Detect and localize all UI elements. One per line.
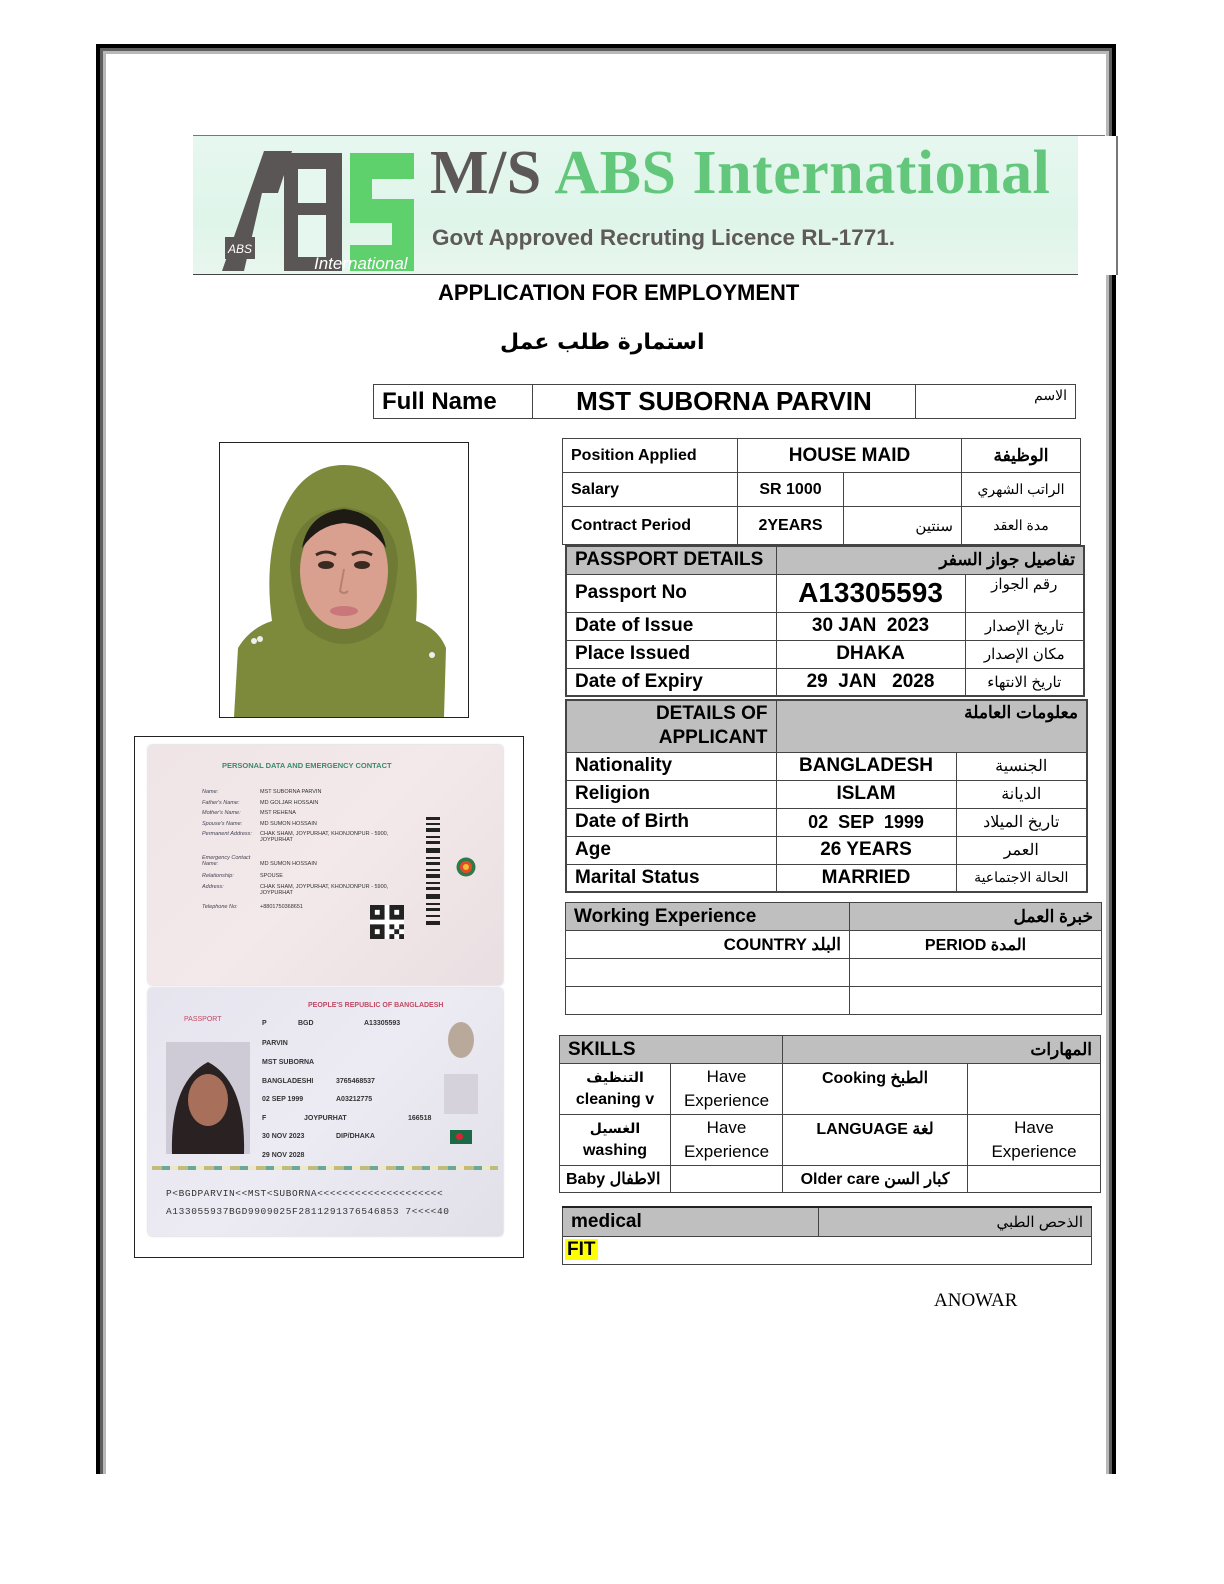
passport-personal-number: 3765468537 [336, 1078, 375, 1085]
skill-value-line-2: Experience [683, 1091, 770, 1110]
company-name-text: ABS International [554, 139, 1051, 207]
skill-washing-label: washing [582, 1142, 647, 1159]
skill-cleaning-arabic: التنظيف [586, 1070, 644, 1086]
qr-code-icon [370, 905, 404, 939]
applicant-details-table [565, 699, 1088, 893]
skills-heading-arabic: المهارات [783, 1036, 1101, 1064]
work-row [566, 987, 1102, 1015]
skill-value-line-1: Have [706, 1118, 747, 1137]
company-name [430, 139, 1051, 207]
skill-washing-value [671, 1115, 783, 1166]
marital-status-label: Marital Status [566, 864, 776, 892]
issue-date-label-arabic: تاريخ الإصدار [965, 612, 1084, 640]
banner-edge [1078, 136, 1118, 275]
licence-line: Govt Approved Recruting Licence RL-1771. [432, 225, 896, 250]
form-title: APPLICATION FOR EMPLOYMENT [438, 280, 800, 305]
passport-country-code: BGD [298, 1020, 314, 1027]
skill-cleaning [560, 1064, 671, 1115]
skill-value-line-1: Have [706, 1067, 747, 1086]
expiry-date-label: Date of Expiry [566, 668, 776, 696]
applicant-heading-line-2: APPLICANT [658, 727, 768, 749]
passport-data-fields [202, 789, 432, 914]
passport-no-label: Passport No [566, 574, 776, 612]
passport-field: Address: CHAK SHAM, JOYPURHAT, KHONJONPUR - 5900, JOYPURHAT [202, 883, 389, 896]
passport-field: Relationship: SPOUSE [202, 873, 283, 879]
passport-field: Spouse's Name: MD SUMON HOSSAIN [202, 820, 317, 827]
passport-type: P [262, 1020, 267, 1027]
passport-heading-row [566, 546, 1084, 574]
religion-value: ISLAM [776, 780, 956, 808]
age-value: 26 YEARS [776, 836, 956, 864]
working-experience-table [565, 902, 1102, 1015]
salary-value: SR 1000 [738, 473, 844, 507]
contract-label-arabic: مدة العقد [962, 507, 1081, 545]
passport-field: Permanent Address: CHAK SHAM, JOYPURHAT, KHONJONPUR - 5900, JOYPURHAT [202, 831, 389, 843]
work-heading-arabic: خبرة العمل [850, 903, 1102, 931]
passport-security-strip [152, 1166, 498, 1170]
passport-field: Mother's Name: MST REHENA [202, 810, 296, 816]
medical-heading-row [563, 1207, 1092, 1236]
passport-previous-number: A03212775 [336, 1096, 373, 1103]
nationality-label-arabic: الجنسية [956, 752, 1087, 780]
bangladesh-flag-icon [450, 1130, 472, 1144]
contract-label: Contract Period [563, 507, 738, 545]
passport-data-page-title: PERSONAL DATA AND EMERGENCY CONTACT [222, 761, 392, 770]
medical-result-cell [563, 1236, 1092, 1264]
applicant-heading-row [566, 700, 1087, 752]
passport-sex: F [262, 1115, 267, 1122]
place-issued-label-arabic: مكان الإصدار [965, 640, 1084, 668]
applicant-row [566, 864, 1087, 892]
medical-heading-arabic: الذحص الطبي [819, 1207, 1092, 1236]
abs-logo-icon [222, 145, 417, 273]
passport-place-of-birth: JOYPURHAT [304, 1115, 347, 1122]
medical-heading: medical [563, 1207, 819, 1236]
position-label: Position Applied [563, 439, 738, 473]
work-row [566, 959, 1102, 987]
skill-washing [560, 1115, 671, 1166]
skill-cooking-value [968, 1064, 1101, 1115]
passport-number: A13305593 [364, 1020, 401, 1027]
applicant-row [566, 780, 1087, 808]
salary-value-arabic [844, 473, 962, 507]
age-label: Age [566, 836, 776, 864]
passport-country-banner: PEOPLE'S REPUBLIC OF BANGLADESH [308, 1002, 444, 1009]
barcode-icon [426, 817, 444, 927]
company-prefix: M/S [430, 139, 542, 207]
skill-baby-value [671, 1166, 783, 1193]
contract-value-arabic: سنتين [844, 507, 962, 545]
issue-date-label: Date of Issue [566, 612, 776, 640]
full-name-value: MST SUBORNA PARVIN [533, 385, 916, 419]
passport-row [566, 574, 1084, 612]
religion-label: Religion [566, 780, 776, 808]
full-name-table [373, 384, 1076, 419]
applicant-photo-image [220, 443, 468, 717]
passport-nationality: BANGLADESHI [262, 1078, 314, 1085]
skill-language-value [968, 1115, 1101, 1166]
passport-no-value: A13305593 [776, 574, 965, 612]
dob-label-arabic: تاريخ الميلاد [956, 808, 1087, 836]
skill-cooking: Cooking الطبخ [783, 1064, 968, 1115]
passport-doc-label: PASSPORT [184, 1016, 222, 1023]
period-column-header: PERIOD المدة [850, 931, 1102, 959]
skills-heading-row [560, 1036, 1101, 1064]
job-details-table [562, 438, 1081, 545]
applicant-heading [566, 700, 776, 752]
nationality-label: Nationality [566, 752, 776, 780]
skill-baby: Baby الاطفال [560, 1166, 671, 1193]
svg-text:International: International [314, 254, 408, 273]
passport-given-name: MST SUBORNA [262, 1059, 315, 1066]
work-country-cell [566, 987, 850, 1015]
skill-language: LANGUAGE لغة [783, 1115, 968, 1166]
applicant-row [566, 836, 1087, 864]
svg-text:ABS: ABS [228, 242, 253, 256]
skill-cleaning-label: cleaning v [575, 1091, 655, 1108]
salary-label: Salary [563, 473, 738, 507]
medical-result-row [563, 1236, 1092, 1264]
skills-row [560, 1166, 1101, 1193]
passport-field: Emergency Contact Name: MD SUMON HOSSAIN [202, 855, 317, 867]
passport-row [566, 640, 1084, 668]
passport-date-of-issue: 30 NOV 2023 [262, 1133, 305, 1140]
job-row-contract [563, 507, 1081, 545]
applicant-photo [219, 442, 469, 718]
skill-value-line-1: Have [1014, 1118, 1054, 1137]
work-column-headers [566, 931, 1102, 959]
work-heading-row [566, 903, 1102, 931]
marital-status-label-arabic: الحالة الاجتماعية [956, 864, 1087, 892]
issue-date-value: 30 JAN 2023 [776, 612, 965, 640]
passport-authority: DIP/DHAKA [336, 1133, 375, 1140]
passport-no-label-arabic: رقم الجواز [965, 574, 1084, 612]
passport-field: Telephone No: +8801750368651 [202, 903, 303, 910]
bangladesh-emblem-icon [456, 857, 476, 877]
passport-holder-photo-image [166, 1042, 250, 1154]
form-title-arabic: استمارة طلب عمل [500, 330, 705, 355]
passport-data-page [148, 745, 503, 985]
passport-date-of-expiry: 29 NOV 2028 [262, 1152, 305, 1159]
skills-row [560, 1115, 1101, 1166]
skill-value-line-2: Experience [991, 1142, 1077, 1161]
passport-field: Name: MST SUBORNA PARVIN [202, 789, 322, 795]
skill-washing-arabic: الغسيل [589, 1121, 641, 1137]
work-period-cell [850, 959, 1102, 987]
work-country-cell [566, 959, 850, 987]
passport-mrz-line-2: A133055937BGD9909025F2811291376546853 7<<<<40 [166, 1206, 450, 1217]
full-name-label: Full Name [374, 385, 533, 419]
expiry-date-label-arabic: تاريخ الانتهاء [965, 668, 1084, 696]
salary-label-arabic: الراتب الشهري [962, 473, 1081, 507]
applicant-row [566, 752, 1087, 780]
job-row-position [563, 439, 1081, 473]
passport-dob: 02 SEP 1999 [262, 1096, 304, 1103]
passport-ghost-photo [448, 1022, 474, 1058]
age-label-arabic: العمر [956, 836, 1087, 864]
contract-value: 2YEARS [738, 507, 844, 545]
job-row-salary [563, 473, 1081, 507]
skills-row [560, 1064, 1101, 1115]
passport-heading: PASSPORT DETAILS [566, 546, 776, 574]
passport-surname: PARVIN [262, 1040, 288, 1047]
skill-older-care: Older care كبار السن [783, 1166, 968, 1193]
work-heading: Working Experience [566, 903, 850, 931]
work-period-cell [850, 987, 1102, 1015]
passport-row [566, 612, 1084, 640]
expiry-date-value: 29 JAN 2028 [776, 668, 965, 696]
medical-table [562, 1206, 1092, 1265]
nationality-value: BANGLADESH [776, 752, 956, 780]
passport-heading-arabic: تفاصيل جواز السفر [776, 546, 1084, 574]
skills-table [559, 1035, 1101, 1193]
applicant-row [566, 808, 1087, 836]
skills-heading: SKILLS [560, 1036, 783, 1064]
passport-mrz-line-1: P<BGDPARVIN<<MST<SUBORNA<<<<<<<<<<<<<<<<<<<< [166, 1188, 444, 1199]
passport-extra-number: 166518 [408, 1115, 432, 1122]
skill-cleaning-value [671, 1064, 783, 1115]
applicant-heading-arabic: معلومات العاملة [776, 700, 1087, 752]
full-name-row [374, 385, 1076, 419]
applicant-heading-line-1: DETAILS OF [655, 703, 768, 725]
medical-result: FIT [567, 1239, 596, 1260]
marital-status-value: MARRIED [776, 864, 956, 892]
passport-details-table [565, 545, 1085, 697]
dob-value: 02 SEP 1999 [776, 808, 956, 836]
position-value: HOUSE MAID [738, 439, 962, 473]
passport-field: Father's Name: MD GOLJAR HOSSAIN [202, 799, 319, 806]
religion-label-arabic: الديانة [956, 780, 1087, 808]
passport-holder-photo [166, 1042, 250, 1154]
position-label-arabic: الوظيفة [962, 439, 1081, 473]
passport-secondary-photo [444, 1074, 478, 1114]
full-name-label-arabic: الاسم [916, 385, 1076, 419]
skill-value-line-2: Experience [683, 1142, 770, 1161]
country-column-header: COUNTRY البلد [566, 931, 850, 959]
place-issued-label: Place Issued [566, 640, 776, 668]
dob-label: Date of Birth [566, 808, 776, 836]
passport-row [566, 668, 1084, 696]
passport-bio-page [148, 988, 503, 1236]
place-issued-value: DHAKA [776, 640, 965, 668]
skill-older-care-value [968, 1166, 1101, 1193]
signature-name: ANOWAR [934, 1290, 1018, 1311]
